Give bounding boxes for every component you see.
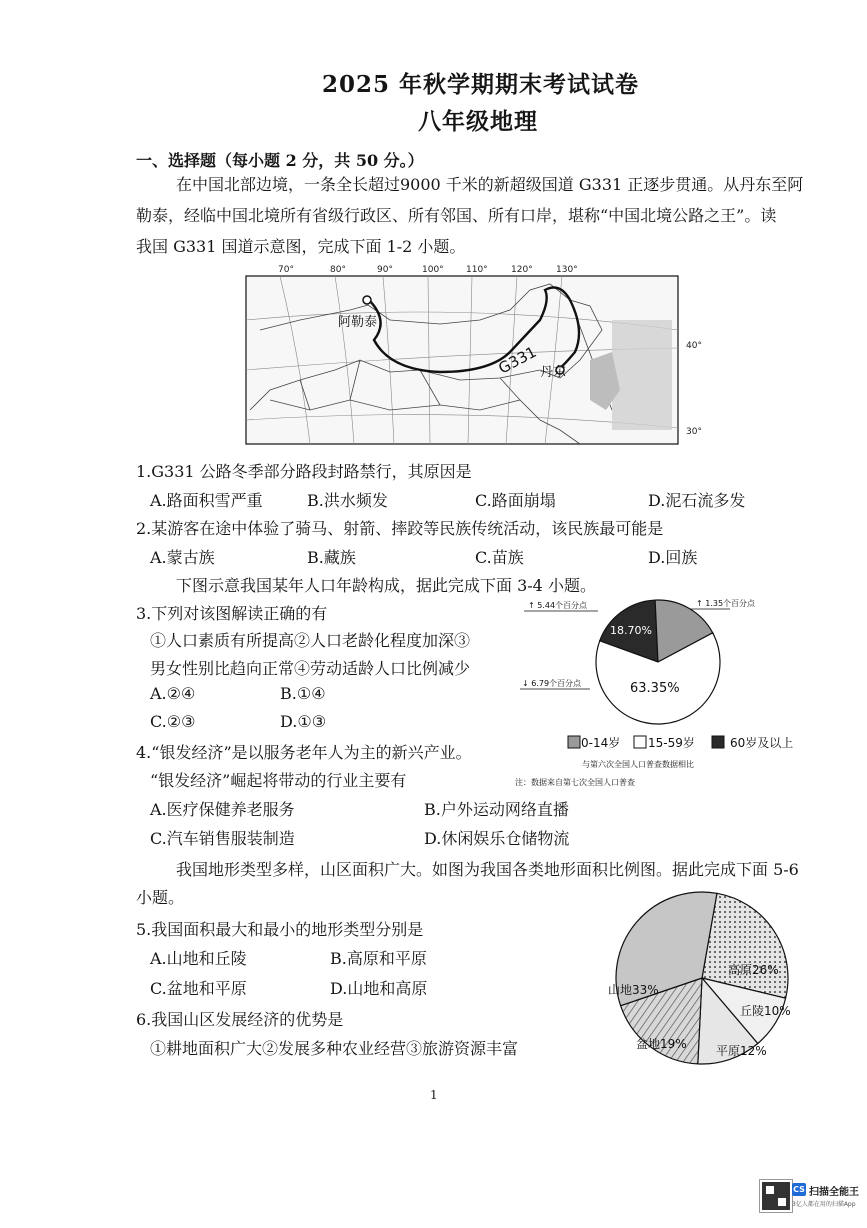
lon-120: 120° [511, 265, 533, 275]
q5-option-c[interactable]: C.盆地和平原 [150, 979, 247, 998]
legend-label-15-59: 15-59岁 [648, 736, 695, 750]
intro-q5-6-line-1: 我国地形类型多样，山区面积广大。如图为我国各类地形面积比例图。据此完成下面 5-6 [176, 860, 799, 879]
end-label: 丹东 [540, 365, 567, 380]
chart-note-1: 与第六次全国人口普查数据相比 [582, 760, 694, 769]
lon-80: 80° [330, 265, 346, 275]
terrain-label-hill: 丘陵10% [740, 1004, 791, 1018]
q2-option-d[interactable]: D.回族 [648, 548, 698, 567]
q3-option-a[interactable]: A.②④ [150, 684, 196, 703]
annotation-3: ↓ 6.79个百分点 [522, 679, 582, 688]
lon-90: 90° [377, 265, 393, 275]
q4-stem-1: 4.“银发经济”是以服务老年人为主的新兴产业。 [136, 743, 472, 762]
intro-q5-6-line-2: 小题。 [136, 888, 185, 907]
legend-swatch-15-59 [634, 736, 646, 748]
qr-code-icon [760, 1180, 792, 1212]
q2-option-c[interactable]: C.苗族 [475, 548, 524, 567]
lon-130: 130° [556, 265, 578, 275]
annotation-1: ↑ 5.44个百分点 [528, 601, 588, 610]
scanner-tagline: 3亿人都在用的扫描App [792, 1201, 856, 1208]
q5-stem: 5.我国面积最大和最小的地形类型分别是 [136, 920, 424, 939]
lon-70: 70° [278, 265, 294, 275]
intro-line-3: 我国 G331 国道示意图，完成下面 1-2 小题。 [136, 237, 466, 256]
q4-option-b[interactable]: B.户外运动网络直播 [424, 800, 569, 819]
page-title: 2025 年秋学期期末考试试卷 [322, 71, 640, 98]
legend-swatch-0-14 [568, 736, 580, 748]
lat-30: 30° [686, 427, 702, 437]
q1-option-c[interactable]: C.路面崩塌 [475, 491, 556, 510]
terrain-pie-chart [598, 890, 818, 1070]
population-pie-chart [510, 596, 820, 796]
q3-line-1: ①人口素质有所提高②人口老龄化程度加深③ [150, 631, 471, 650]
q4-stem-2: “银发经济”崛起将带动的行业主要有 [150, 771, 407, 790]
q3-option-b[interactable]: B.①④ [280, 684, 326, 703]
slice-label-15-59: 63.35% [630, 681, 680, 696]
q1-option-d[interactable]: D.泥石流多发 [648, 491, 746, 510]
g331-map [240, 260, 720, 450]
road-label: G331 [495, 342, 540, 378]
q2-stem: 2.某游客在途中体验了骑马、射箭、摔跤等民族传统活动，该民族最可能是 [136, 519, 664, 538]
q1-option-b[interactable]: B.洪水频发 [307, 491, 388, 510]
legend-label-0-14: 0-14岁 [581, 736, 621, 750]
chart-note-2: 注：数据来自第七次全国人口普查 [515, 778, 635, 787]
annotation-2: ↑ 1.35个百分点 [696, 599, 756, 608]
page-subtitle: 八年级地理 [418, 108, 538, 135]
q3-option-d[interactable]: D.①③ [280, 712, 327, 731]
pie-slices [596, 600, 720, 724]
lon-110: 110° [466, 265, 488, 275]
q2-option-a[interactable]: A.蒙古族 [150, 548, 215, 567]
q1-option-a[interactable]: A.路面积雪严重 [150, 491, 263, 510]
q2-option-b[interactable]: B.藏族 [307, 548, 356, 567]
q5-option-b[interactable]: B.高原和平原 [330, 949, 427, 968]
q3-stem: 3.下列对该图解读正确的有 [136, 604, 328, 623]
q1-stem: 1.G331 公路冬季部分路段封路禁行，其原因是 [136, 462, 472, 481]
q4-option-a[interactable]: A.医疗保健养老服务 [150, 800, 295, 819]
intro-q3-4: 下图示意我国某年人口年龄构成，据此完成下面 3-4 小题。 [176, 576, 596, 595]
camscanner-logo-icon: CS [793, 1185, 805, 1194]
lat-40: 40° [686, 341, 702, 351]
terrain-label-mountain: 山地33% [608, 983, 659, 997]
start-point [363, 296, 371, 304]
scanner-name: 扫描全能王 [809, 1187, 859, 1198]
q5-option-d[interactable]: D.山地和高原 [330, 979, 428, 998]
q4-option-d[interactable]: D.休闲娱乐仓储物流 [424, 829, 570, 848]
intro-line-1: 在中国北部边境，一条全长超过9000 千米的新超级国道 G331 正逐步贯通。从丹东至阿 [176, 175, 804, 194]
terrain-label-basin: 盆地19% [636, 1037, 687, 1051]
start-label: 阿勒泰 [338, 315, 378, 330]
q5-option-a[interactable]: A.山地和丘陵 [150, 949, 247, 968]
page-number: 1 [430, 1088, 438, 1102]
legend-label-60plus: 60岁及以上 [730, 736, 794, 750]
section-heading: 一、选择题（每小题 2 分，共 50 分。） [136, 151, 424, 170]
legend-swatch-60plus [712, 736, 724, 748]
q3-option-c[interactable]: C.②③ [150, 712, 196, 731]
q6-line-1: ①耕地面积广大②发展多种农业经营③旅游资源丰富 [150, 1039, 519, 1058]
terrain-label-plateau: 高原26% [728, 963, 779, 977]
q3-line-2: 男女性别比趋向正常④劳动适龄人口比例减少 [150, 659, 471, 678]
q4-option-c[interactable]: C.汽车销售服装制造 [150, 829, 295, 848]
slice-label-60plus: 18.70% [610, 624, 652, 637]
q6-stem: 6.我国山区发展经济的优势是 [136, 1010, 344, 1029]
terrain-label-plain: 平原12% [716, 1044, 767, 1058]
lon-100: 100° [422, 265, 444, 275]
intro-line-2: 勒泰，经临中国北境所有省级行政区、所有邻国、所有口岸，堪称“中国北境公路之王”。读 [136, 206, 777, 225]
